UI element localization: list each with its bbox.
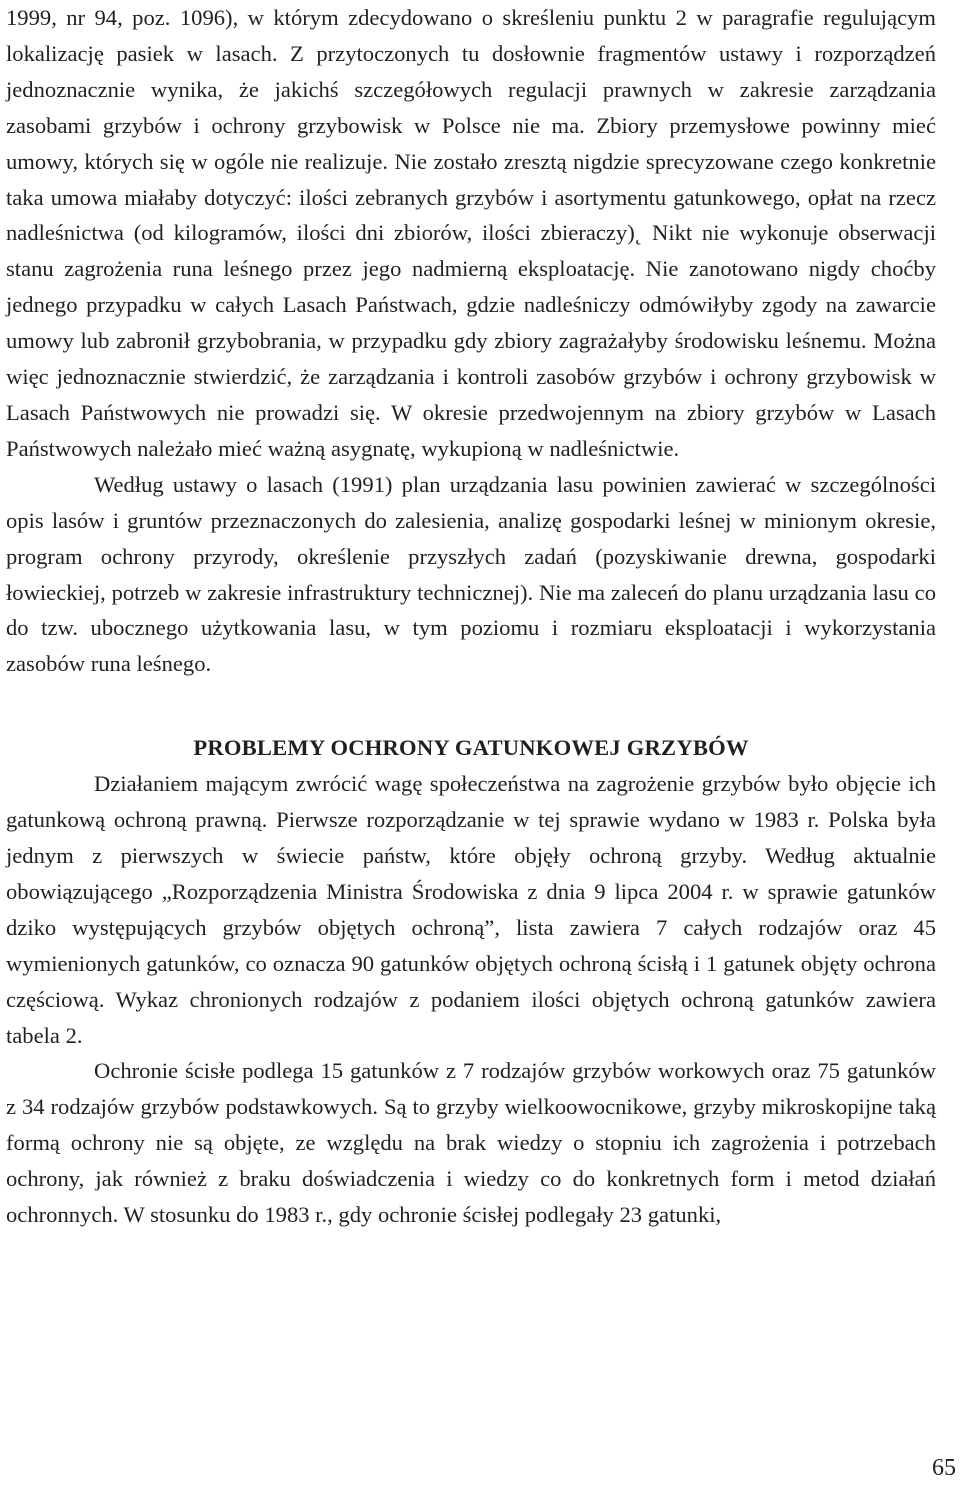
paragraph-ochrona-prawna: Działaniem mającym zwrócić wagę społeczeństwa na zagrożenie grzybów było objęcie ich gatunkową ochroną prawną. Pierwsze rozporządzanie w tej sprawie wydano w 1983 r. Polska była jednym z pierwszych w świecie państw, które objęły ochroną grzyby. Według aktualnie obowiązującego „Rozporządzenia Ministra Środowiska z dnia 9 lipca 2004 r. w sprawie gatunków dziko występujących grzybów objętych ochroną”, lista zawiera 7 całych rodzajów oraz 45 wymienionych gatunków, co oznacza 90 gatunków objętych ochroną ścisłą i 1 gatunek objęty ochrona częściową. Wykaz chronionych rodzajów z podaniem ilości objętych ochroną gatunków zawiera tabela 2.	[6, 771, 936, 1048]
page-number: 65	[932, 1455, 956, 1481]
section-spacer	[6, 682, 936, 730]
section-heading: PROBLEMY OCHRONY GATUNKOWEJ GRZYBÓW	[193, 735, 749, 761]
paragraph-ochrona-scisla: Ochronie ścisłe podlega 15 gatunków z 7 rodzajów grzybów workowych oraz 75 gatunków z 34 rodzajów grzybów podstawkowych. Są to grzyby wielkoowocnikowe, grzyby mikroskopijne taką formą ochrony nie są objęte, ze względu na brak wiedzy o stopniu ich zagrożenia i potrzebach ochrony, jak również z braku doświadczenia i wiedzy co do konkretnych form i metod działań ochronnych. W stosunku do 1983 r., gdy ochronie ścisłej podlegały 23 gatunki,	[6, 1058, 936, 1228]
paragraph-pasieki: 1999, nr 94, poz. 1096), w którym zdecydowano o skreśleniu punktu 2 w paragrafie regulującym lokalizację pasiek w lasach. Z przytoczonych tu dosłownie fragmentów ustawy i rozporządzeń jednoznacznie wynika, że jakichś szczegółowych regulacji prawnych w zakresie zarządzania zasobami grzybów i ochrony grzybowisk w Polsce nie ma. Zbiory przemysłowe powinny mieć umowy, których się w ogóle nie realizuje. Nie zostało zresztą nigdzie sprecyzowane czego konkretnie taka umowa miałaby dotyczyć: ilości zebranych grzybów i asortymentu gatunkowego, opłat na rzecz nadleśnictwa (od kilogramów, ilości dni zbiorów, ilości zbieraczy)˛ Nikt nie wykonuje obserwacji stanu zagrożenia runa leśnego przez jego nadmierną eksploatację. Nie zanotowano nigdy choćby jednego przypadku w całych Lasach Państwach, gdzie nadleśniczy odmówiłyby zgody na zawarcie umowy lub zabronił grzybobrania, w przypadku gdy zbiory zagrażałyby środowisku leśnemu. Można więc jednoznacznie stwierdzić, że zarządzania i kontroli zasobów grzybów i ochrony grzybowisk w Lasach Państwowych nie prowadzi się. W okresie przedwojennym na zbiory grzybów w Lasach Państwowych należało mieć ważną asygnatę, wykupioną w nadleśnictwie.	[6, 5, 936, 461]
document-page	[6, 0, 936, 1233]
paragraph-ustawa-o-lasach: Według ustawy o lasach (1991) plan urządzania lasu powinien zawierać w szczególności opis lasów i gruntów przeznaczonych do zalesienia, analizę gospodarki leśnej w minionym okresie, program ochrony przyrody, określenie przyszłych zadań (pozyskiwanie drewna, gospodarki łowieckiej, potrzeb w zakresie infrastruktury technicznej). Nie ma zaleceń do planu urządzania lasu co do tzw. ubocznego użytkowania lasu, w tym poziomu i rozmiaru eksploatacji i wykorzystania zasobów runa leśnego.	[6, 471, 936, 677]
